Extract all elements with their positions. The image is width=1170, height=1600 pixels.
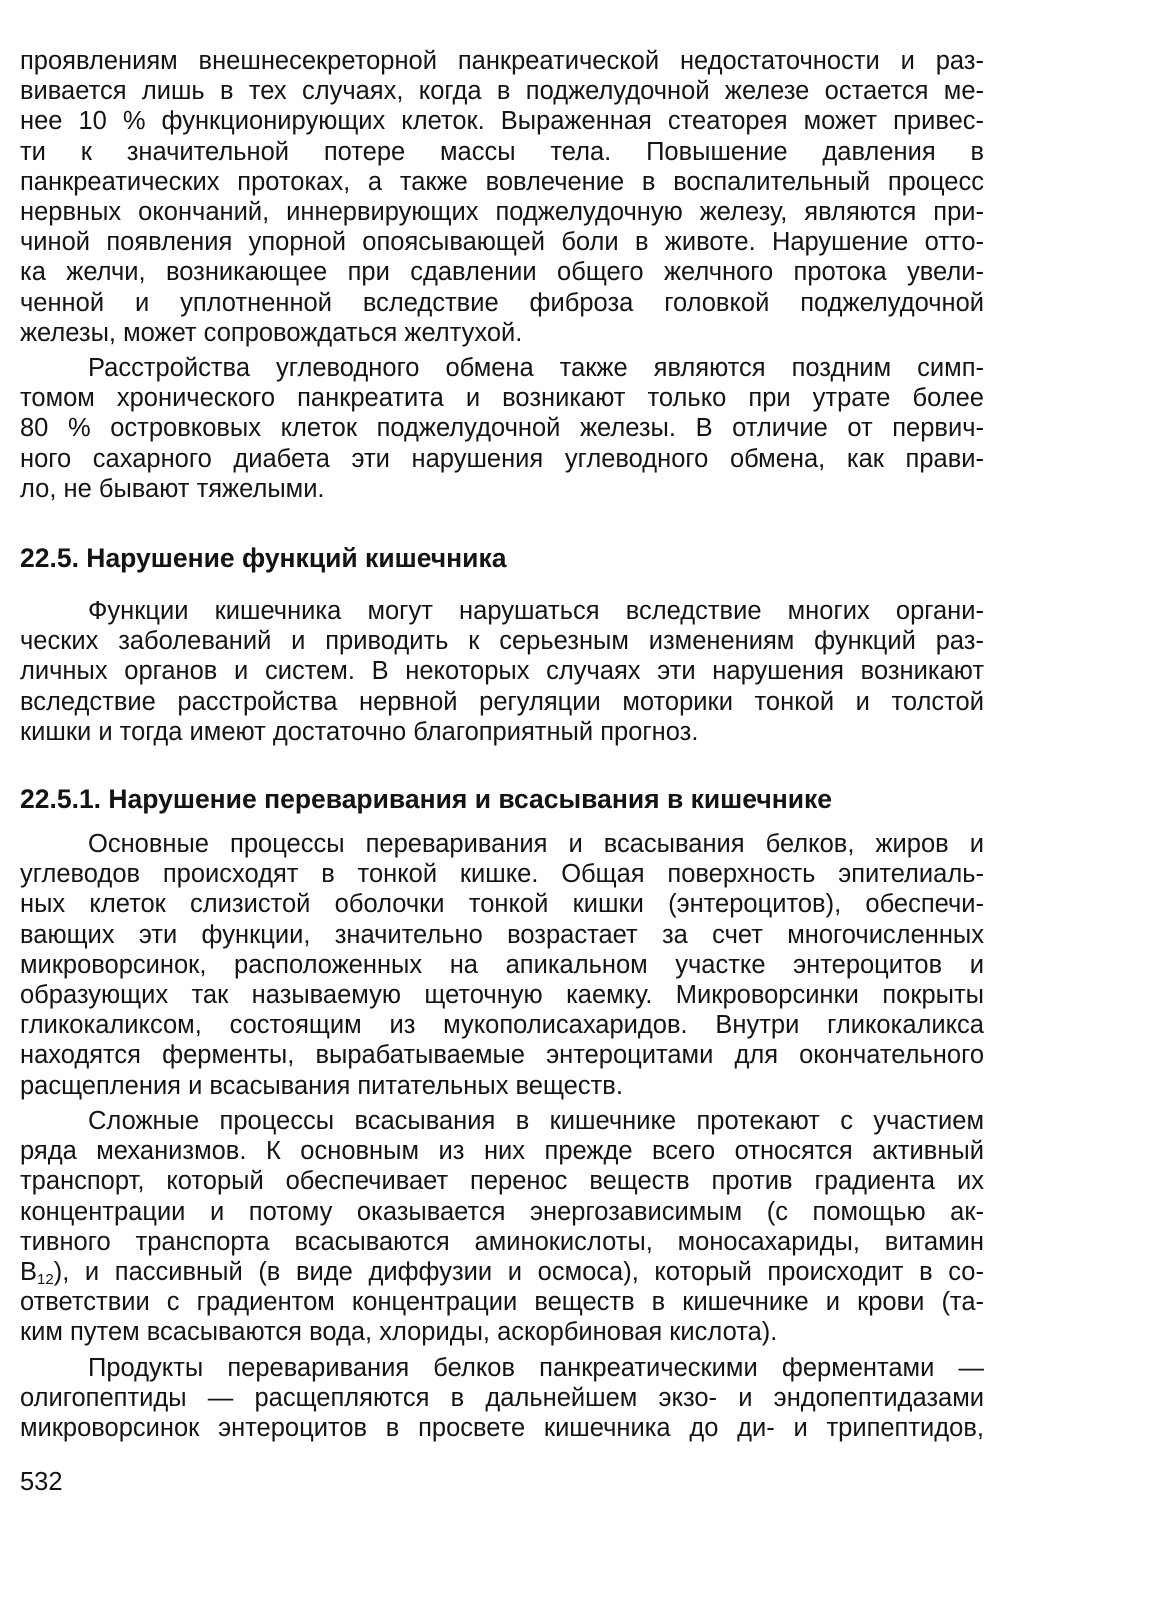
vitamin-subscript: 12 [37, 1270, 54, 1288]
text-line: 80 % островковых клеток поджелудочной железы. В отличие от первич- [20, 414, 984, 443]
text-line: концентрации и потому оказывается энергозависимым (с помощью ак- [20, 1197, 984, 1226]
text-line: углеводов происходят в тонкой кишке. Общая поверхность эпителиаль- [20, 860, 984, 889]
text-line: вследствие расстройства нервной регуляции моторики тонкой и толстой [20, 687, 984, 716]
text-line: микроворсинок энтероцитов в просвете кишечника до ди- и трипептидов, [20, 1413, 984, 1442]
text-line-vitamin-b12 [20, 1257, 984, 1287]
text-line: Функции кишечника могут нарушаться вследствие многих органи- [88, 597, 984, 626]
text-line: личных органов и систем. В некоторых случаях эти нарушения возникают [20, 657, 984, 686]
subsection-heading: 22.5.1. Нарушение переваривания и всасывания в кишечнике [20, 784, 833, 815]
text-line: расщепления и всасывания питательных веществ. [20, 1071, 623, 1100]
text-line: ческих заболеваний и приводить к серьезным изменениям функций раз- [20, 627, 984, 656]
text-line: находятся ферменты, вырабатываемые энтероцитами для окончательного [20, 1041, 984, 1070]
text-line: томом хронического панкреатита и возникают только при утрате более [20, 384, 984, 413]
text-line: ного сахарного диабета эти нарушения углеводного обмена, как прави- [20, 444, 984, 473]
paragraph-absorption-mechanisms [20, 1106, 984, 1348]
page-number: 532 [20, 1468, 63, 1497]
text-line: ким путем всасываются вода, хлориды, аскорбиновая кислота). [20, 1318, 778, 1347]
paragraph-intestinal-functions [20, 596, 984, 747]
text-line: вающих эти функции, значительно возрастает за счет многочисленных [20, 920, 984, 949]
text-line: железы, может сопровождаться желтухой. [20, 318, 523, 347]
vitamin-line-rest: ), и пассивный (в виде диффузии и осмоса), который происходит в со- [53, 1257, 984, 1286]
text-line: микроворсинок, расположенных на апикальном участке энтероцитов и [20, 950, 984, 979]
text-line: олигопептиды — расщепляются в дальнейшем экзо- и эндопептидазами [20, 1383, 984, 1412]
text-line: Основные процессы переваривания и всасывания белков, жиров и [88, 830, 984, 859]
text-line: ка желчи, возникающее при сдавлении общего желчного протока увели- [20, 258, 984, 287]
paragraph-digestion-processes [20, 829, 984, 1101]
text-line: нервных окончаний, иннервирующих поджелудочную железу, являются при- [20, 198, 984, 227]
text-line: вивается лишь в тех случаях, когда в поджелудочной железе остается ме- [20, 77, 984, 106]
paragraph-protein-digestion [20, 1353, 984, 1444]
text-line: Сложные процессы всасывания в кишечнике протекают с участием [88, 1106, 984, 1135]
text-line: чиной появления упорной опоясывающей боли в животе. Нарушение отто- [20, 228, 984, 257]
text-line: гликокаликсом, состоящим из мукополисахаридов. Внутри гликокаликса [20, 1011, 984, 1040]
section-heading: 22.5. Нарушение функций кишечника [20, 543, 507, 574]
text-line: нее 10 % функционирующих клеток. Выраженная стеаторея может привес- [20, 107, 984, 136]
text-line: образующих так называемую щеточную каемку. Микроворсинки покрыты [20, 981, 984, 1010]
text-line: ло, не бывают тяжелыми. [20, 474, 325, 503]
text-line: ответствии с градиентом концентрации веществ в кишечнике и крови (та- [20, 1288, 984, 1317]
text-line: панкреатических протоках, а также вовлечение в воспалительный процесс [20, 167, 984, 196]
text-line: кишки и тогда имеют достаточно благоприятный прогноз. [20, 717, 699, 746]
text-line: ченной и уплотненной вследствие фиброза головкой поджелудочной [20, 288, 984, 317]
document-page [20, 46, 984, 1497]
text-line: ти к значительной потере массы тела. Повышение давления в [20, 137, 984, 166]
vitamin-letter: B [20, 1257, 38, 1286]
text-line: ных клеток слизистой оболочки тонкой кишки (энтероцитов), обеспечи- [20, 890, 984, 919]
text-line: Расстройства углеводного обмена также являются поздним симп- [88, 354, 984, 383]
paragraph-carbohydrate-metabolism [20, 353, 984, 504]
text-line: тивного транспорта всасываются аминокислоты, моносахариды, витамин [20, 1227, 984, 1256]
text-line: проявлениям внешнесекреторной панкреатической недостаточности и раз- [20, 47, 984, 75]
text-line: ряда механизмов. К основным из них прежде всего относятся активный [20, 1137, 984, 1166]
text-line: транспорт, который обеспечивает перенос веществ против градиента их [20, 1167, 984, 1196]
paragraph-pancreatic-insufficiency [20, 46, 984, 348]
text-line: Продукты переваривания белков панкреатическими ферментами — [88, 1353, 984, 1382]
